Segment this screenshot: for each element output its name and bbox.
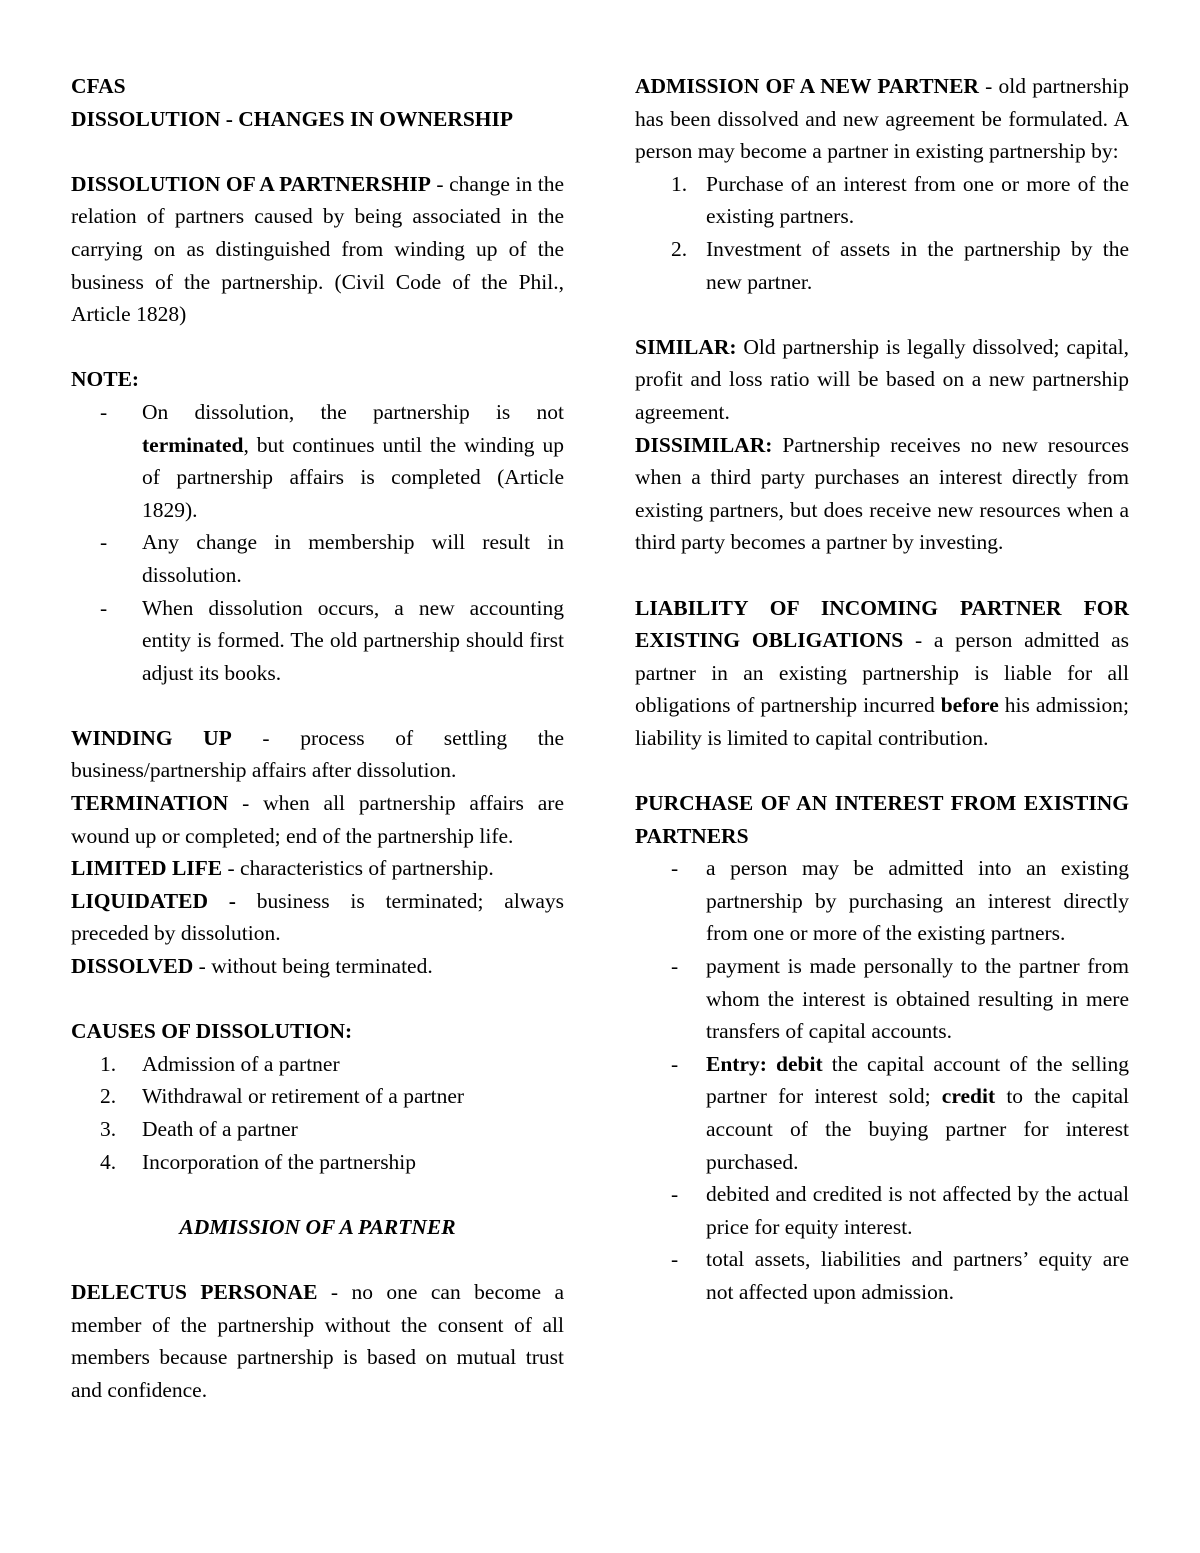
course-code: CFAS [71, 74, 126, 98]
list-item: - On dissolution, the partnership is not terminated, but continues until the winding up of partnership affairs is completed (Article 1829). [100, 399, 564, 522]
list-item: 3. Death of a partner [100, 1117, 298, 1141]
list-item: - Entry: debit the capital account of the selling partner for interest sold; credit to the capital account of the buying partner for interest purchased. [671, 1051, 1130, 1174]
list-item: 2. Investment of assets in the partnership by the new partner. [671, 236, 1129, 294]
new-partner-definition: ADMISSION OF A NEW PARTNER - old partnership has been dissolved and new agreement be formulated. A person may become a partner in existing partnership by: [635, 74, 1129, 164]
list-item: - debited and credited is not affected by the actual price for equity interest. [671, 1182, 1129, 1239]
dissimilar-definition: DISSIMILAR: Partnership receives no new resources when a third party purchases an interest directly from existing partners, but does receive new resources when a third party becomes a partner by investing. [635, 432, 1129, 555]
list-item: 2. Withdrawal or retirement of a partner [100, 1084, 465, 1109]
note-list [71, 396, 564, 689]
admission-section-heading: ADMISSION OF A PARTNER [179, 1214, 456, 1239]
left-column [71, 70, 564, 1406]
delectus-personae-definition: DELECTUS PERSONAE - no one can become a member of the partnership without the consent of all members because partnership is based on mutual trust and confidence. [71, 1279, 564, 1402]
list-item: - a person may be admitted into an existing partnership by purchasing an interest directly from one or more of the existing partners. [671, 856, 1129, 946]
dissolved-definition: DISSOLVED - without being terminated. [71, 954, 433, 979]
purchase-list [635, 852, 1129, 1308]
list-item: 1. Purchase of an interest from one or more of the existing partners. [671, 171, 1129, 229]
list-item: - When dissolution occurs, a new accounting entity is formed. The old partnership should first adjust its books. [100, 595, 564, 685]
liability-definition: LIABILITY OF INCOMING PARTNER FOR EXISTING OBLIGATIONS - a person admitted as partner in an existing partnership is liable for all obligations of partnership incurred before his admission; liability is limited to capital contribution. [635, 595, 1129, 750]
new-partner-list [635, 168, 1129, 298]
limited-life-definition: LIMITED LIFE - characteristics of partnership. [71, 856, 494, 881]
note-heading: NOTE: [71, 367, 140, 392]
similar-definition: SIMILAR: Old partnership is legally dissolved; capital, profit and loss ratio will be based on a new partnership agreement. [635, 334, 1129, 424]
dissolution-term: DISSOLUTION OF A PARTNERSHIP [71, 171, 431, 196]
causes-heading: CAUSES OF DISSOLUTION: [71, 1019, 353, 1044]
list-item: 4. Incorporation of the partnership [100, 1149, 417, 1174]
document-title: DISSOLUTION - CHANGES IN OWNERSHIP [71, 106, 514, 131]
purchase-heading: PURCHASE OF AN INTEREST FROM EXISTING PARTNERS [635, 791, 1129, 848]
causes-list [71, 1048, 564, 1178]
list-item: - total assets, liabilities and partners’ equity are not affected upon admission. [671, 1247, 1129, 1304]
list-item: 1. Admission of a partner [100, 1051, 340, 1076]
dissolution-definition: DISSOLUTION OF A PARTNERSHIP - change in the relation of partners caused by being associated in the carrying on as distinguished from winding up of the business of the partnership. (Civil Code of the Phil., Article 1828) [71, 171, 564, 327]
right-column [635, 70, 1129, 1309]
winding-up-definition: WINDING UP - process of settling the business/partnership affairs after dissolution. [71, 725, 564, 783]
list-item: - payment is made personally to the partner from whom the interest is obtained resulting in mere transfers of capital accounts. [671, 954, 1129, 1044]
liquidated-definition: LIQUIDATED - business is terminated; always preceded by dissolution. [71, 888, 564, 946]
list-item: - Any change in membership will result in dissolution. [100, 530, 564, 587]
termination-definition: TERMINATION - when all partnership affairs are wound up or completed; end of the partnership life. [71, 791, 564, 848]
